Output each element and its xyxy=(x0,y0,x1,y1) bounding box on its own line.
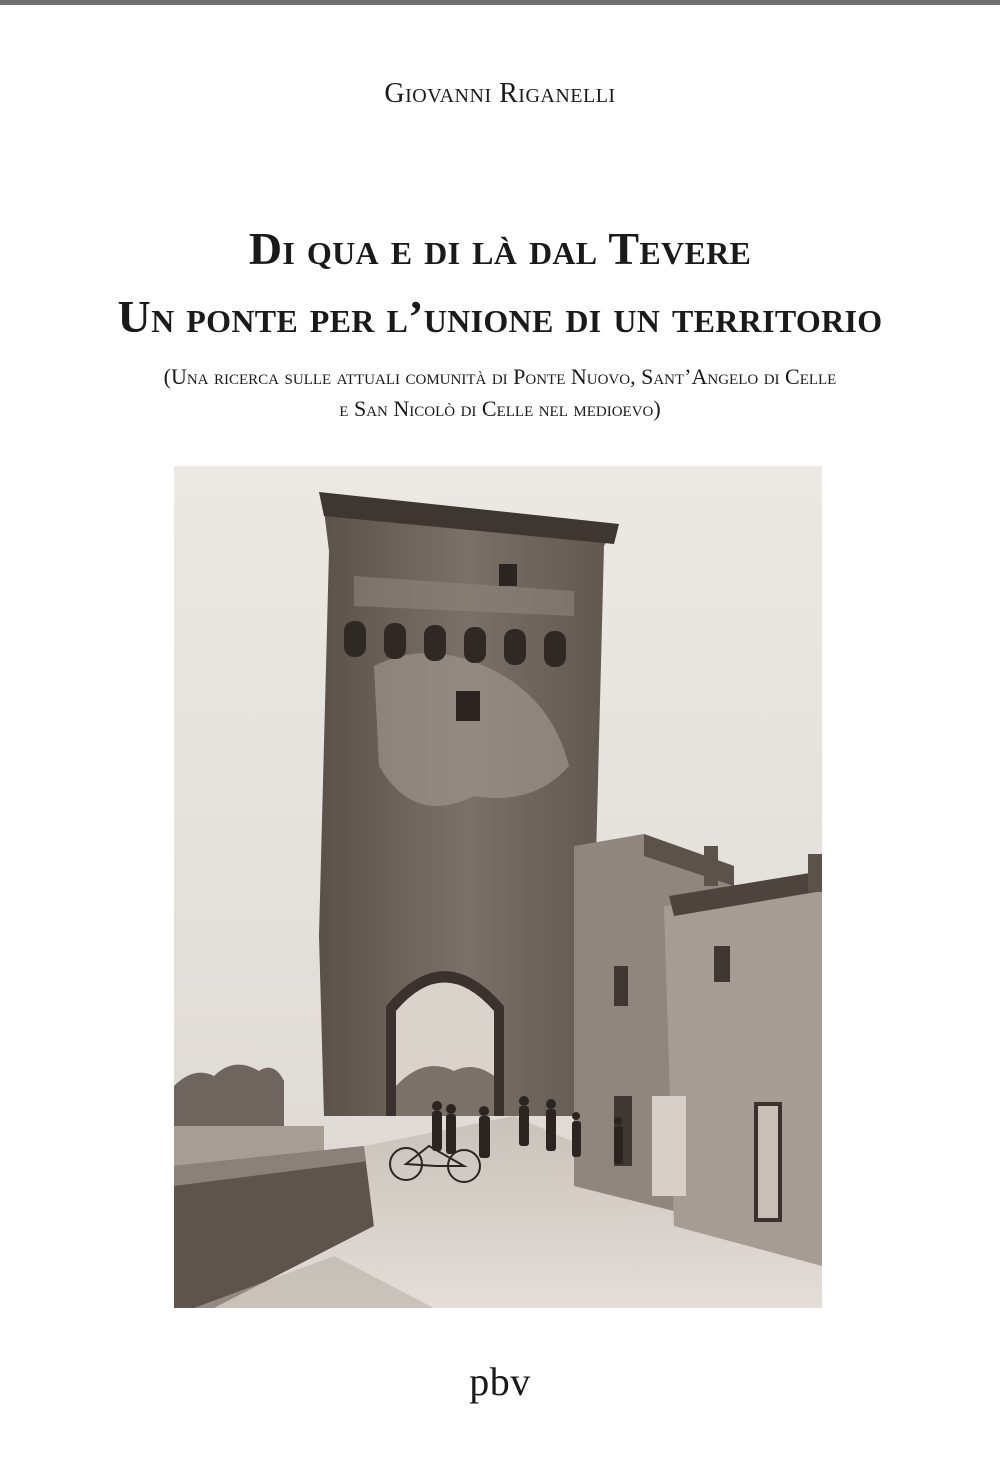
book-title-line-2: Un ponte per l’unione di un territorio xyxy=(117,291,883,342)
book-title-line-1: Di qua e di là dal Tevere xyxy=(248,223,752,274)
author-name: Giovanni Riganelli xyxy=(384,78,616,109)
publisher-logo: pbv xyxy=(469,1359,531,1404)
cover-photo xyxy=(174,466,822,1308)
book-subtitle-line-2: e San Nicolò di Celle nel medioevo) xyxy=(339,396,661,421)
book-subtitle-line-1: (Una ricerca sulle attuali comunità di Ponte Nuovo, Sant’Angelo di Celle xyxy=(163,364,837,389)
top-rule xyxy=(0,0,1000,5)
